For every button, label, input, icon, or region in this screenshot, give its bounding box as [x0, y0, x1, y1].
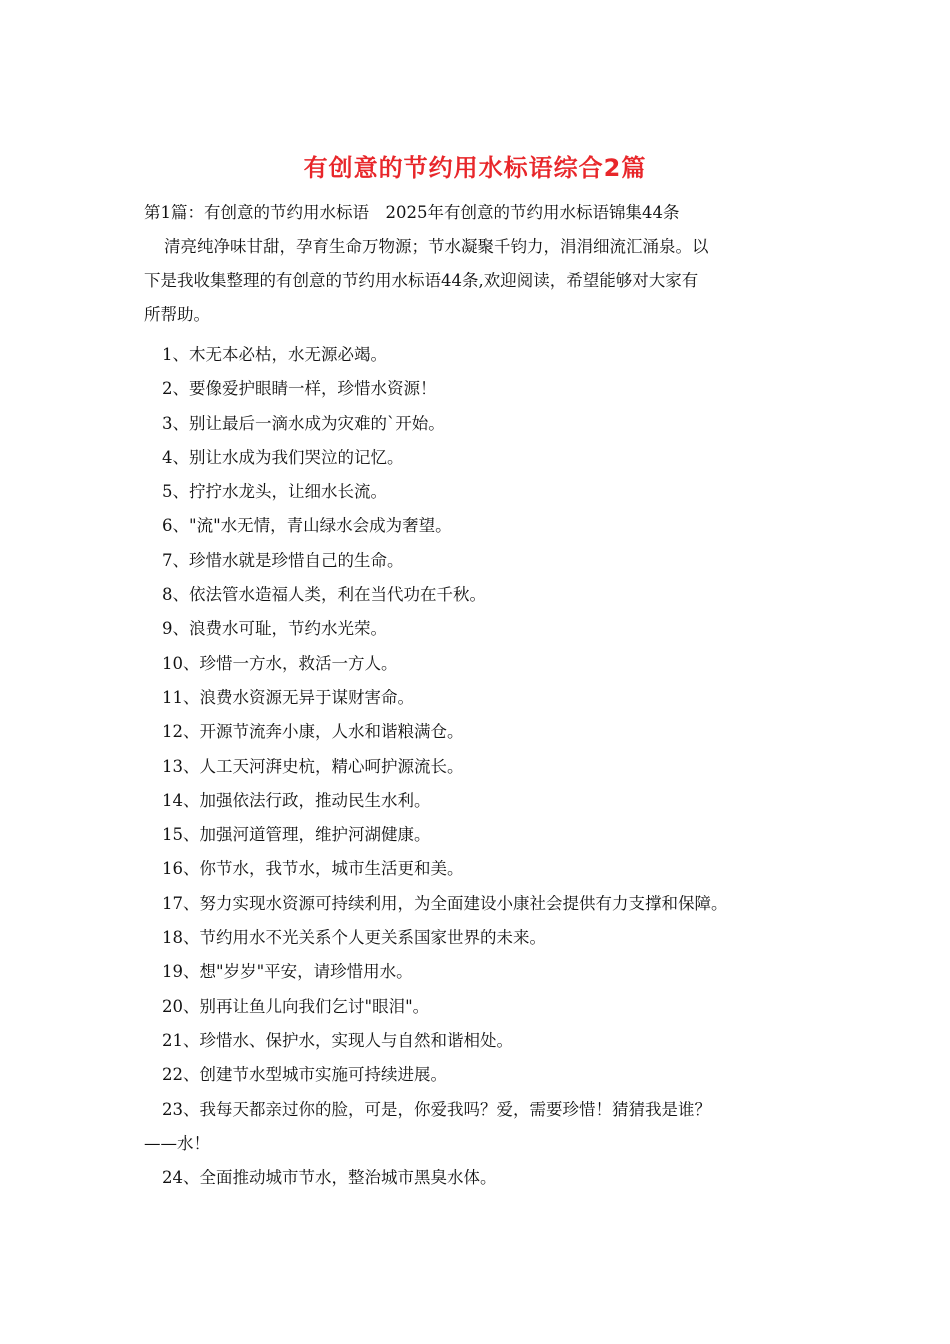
- list-item: 6、"流"水无情，青山绿水会成为奢望。: [162, 516, 452, 536]
- list-item: 20、别再让鱼儿向我们乞讨"眼泪"。: [162, 996, 430, 1016]
- slogan-list: [144, 338, 824, 1195]
- list-item: 18、节约用水不光关系个人更关系国家世界的未来。: [162, 928, 546, 948]
- list-item: 4、别让水成为我们哭泣的记忆。: [162, 447, 404, 467]
- list-item: 22、创建节水型城市实施可持续进展。: [162, 1065, 447, 1085]
- list-item: 7、珍惜水就是珍惜自己的生命。: [162, 550, 404, 570]
- list-item: 16、你节水，我节水，城市生活更和美。: [162, 859, 464, 879]
- list-item: 17、努力实现水资源可持续利用，为全面建设小康社会提供有力支撑和保障。: [162, 893, 728, 913]
- list-item: 21、珍惜水、保护水，实现人与自然和谐相处。: [162, 1030, 513, 1050]
- list-item: 11、浪费水资源无异于谋财害命。: [162, 687, 414, 707]
- list-item: 1、木无本必枯，水无源必竭。: [162, 345, 387, 364]
- list-item: 12、开源节流奔小康，人水和谐粮满仓。: [162, 722, 464, 742]
- list-item: 5、拧拧水龙头，让细水长流。: [162, 482, 387, 502]
- section-subtitle: 第1篇：有创意的节约用水标语 2025年有创意的节约用水标语锦集44条: [144, 203, 680, 222]
- list-item: 2、要像爱护眼睛一样，珍惜水资源！: [162, 379, 437, 399]
- list-item: 9、浪费水可耻，节约水光荣。: [162, 619, 387, 639]
- list-item: 15、加强河道管理，维护河湖健康。: [162, 825, 431, 845]
- list-item: 23、我每天都亲过你的脸，可是，你爱我吗？爱，需要珍惜！猜猜我是谁？: [162, 1099, 711, 1119]
- list-item: 8、依法管水造福人类，利在当代功在千秋。: [162, 585, 486, 605]
- list-item: 3、别让最后一滴水成为灾难的`开始。: [162, 413, 445, 433]
- intro-paragraph: [144, 230, 824, 332]
- intro-line: 清亮纯净味甘甜，孕育生命万物源；节水凝聚千钧力，涓涓细流汇涌泉。以: [164, 237, 709, 256]
- list-item: 10、珍惜一方水，救活一方人。: [162, 653, 398, 673]
- intro-line: 下是我收集整理的有创意的节约用水标语44条,欢迎阅读，希望能够对大家有: [144, 271, 699, 290]
- intro-line: 所帮助。: [144, 305, 210, 324]
- document-title: 有创意的节约用水标语综合2篇: [303, 154, 647, 182]
- list-item: 24、全面推动城市节水，整治城市黑臭水体。: [162, 1168, 497, 1188]
- list-item: 14、加强依法行政，推动民生水利。: [162, 790, 431, 810]
- list-item: 13、人工天河湃史杭，精心呵护源流长。: [162, 756, 464, 776]
- list-item-continuation: ——水！: [144, 1133, 210, 1153]
- list-item: 19、想"岁岁"平安，请珍惜用水。: [162, 962, 413, 982]
